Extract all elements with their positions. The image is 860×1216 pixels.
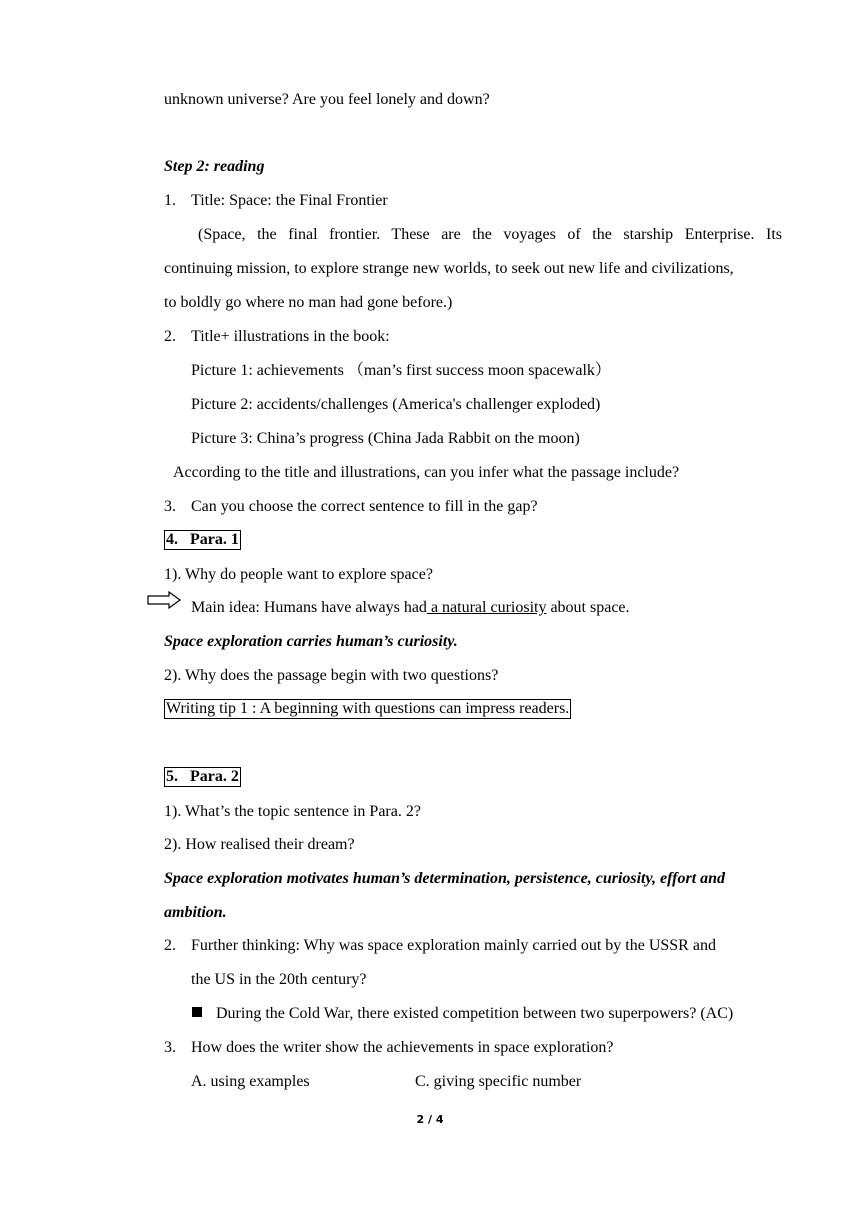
- question-line: 2). How realised their dream?: [164, 836, 355, 853]
- boxed-heading: 5. Para. 2: [166, 768, 239, 785]
- item-number: 3.: [164, 498, 176, 515]
- question-line: According to the title and illustrations, can you infer what the passage include?: [173, 464, 680, 481]
- bullet-item: [192, 1004, 733, 1024]
- list-item-1: [164, 191, 388, 211]
- list-item-2: [164, 327, 390, 347]
- item-text: Title+ illustrations in the book:: [191, 328, 390, 345]
- option-a: A. using examples: [191, 1073, 310, 1090]
- writing-tip: [164, 699, 571, 719]
- question-line: 1). What’s the topic sentence in Para. 2?: [164, 803, 421, 820]
- item-text: Further thinking: Why was space exploration mainly carried out by the USSR and: [191, 937, 716, 954]
- section-heading-para2: [164, 767, 241, 787]
- boxed-tip: Writing tip 1 : A beginning with questions can impress readers.: [166, 700, 570, 717]
- item-number: 3.: [164, 1039, 176, 1056]
- step-heading: Step 2: reading: [164, 158, 265, 175]
- text-line: the US in the 20th century?: [191, 971, 367, 988]
- paragraph-line: (Space, the final frontier. These are the voyages of the starship Enterprise. Its: [198, 226, 782, 243]
- main-idea-line: [191, 598, 630, 618]
- bullet-text: During the Cold War, there existed competition between two superpowers? (AC): [216, 1005, 734, 1022]
- option-c: C. giving specific number: [415, 1073, 582, 1090]
- emphasis-line: Space exploration carries human’s curiosity.: [164, 633, 458, 650]
- paragraph-line: to boldly go where no man had gone before.): [164, 294, 453, 311]
- item-number: 2.: [164, 937, 176, 954]
- boxed-heading: 4. Para. 1: [166, 531, 239, 548]
- square-bullet-icon: [192, 1007, 202, 1017]
- emphasis-line: ambition.: [164, 904, 227, 921]
- question-line: 2). Why does the passage begin with two questions?: [164, 667, 499, 684]
- main-idea-text: Main idea: Humans have always had: [191, 599, 427, 616]
- item-text: Can you choose the correct sentence to fill in the gap?: [191, 498, 538, 515]
- text-line: unknown universe? Are you feel lonely and down?: [164, 91, 490, 108]
- question-line: 1). Why do people want to explore space?: [164, 566, 433, 583]
- item-number: 2.: [164, 328, 176, 345]
- item-text: How does the writer show the achievements in space exploration?: [191, 1039, 614, 1056]
- section-heading-para1: [164, 530, 241, 550]
- item-text: Title: Space: the Final Frontier: [191, 192, 388, 209]
- main-idea-text-end: about space.: [546, 599, 630, 616]
- paragraph-line: continuing mission, to explore strange new worlds, to seek out new life and civilizations,: [164, 260, 734, 277]
- picture-line-2: Picture 2: accidents/challenges (America's challenger exploded): [191, 396, 601, 413]
- item-number: 1.: [164, 192, 176, 209]
- right-arrow-icon: [147, 591, 181, 609]
- page-number: 2 / 4: [416, 1113, 444, 1126]
- list-item-3b: [164, 1038, 614, 1058]
- picture-line-3: Picture 3: China’s progress (China Jada Rabbit on the moon): [191, 430, 580, 447]
- list-item-further: [164, 936, 716, 956]
- underlined-phrase: a natural curiosity: [426, 599, 547, 616]
- picture-line-1: Picture 1: achievements （man’s first success moon spacewalk）: [191, 362, 611, 379]
- list-item-3: [164, 497, 538, 517]
- emphasis-line: Space exploration motivates human’s determination, persistence, curiosity, effort and: [164, 870, 726, 887]
